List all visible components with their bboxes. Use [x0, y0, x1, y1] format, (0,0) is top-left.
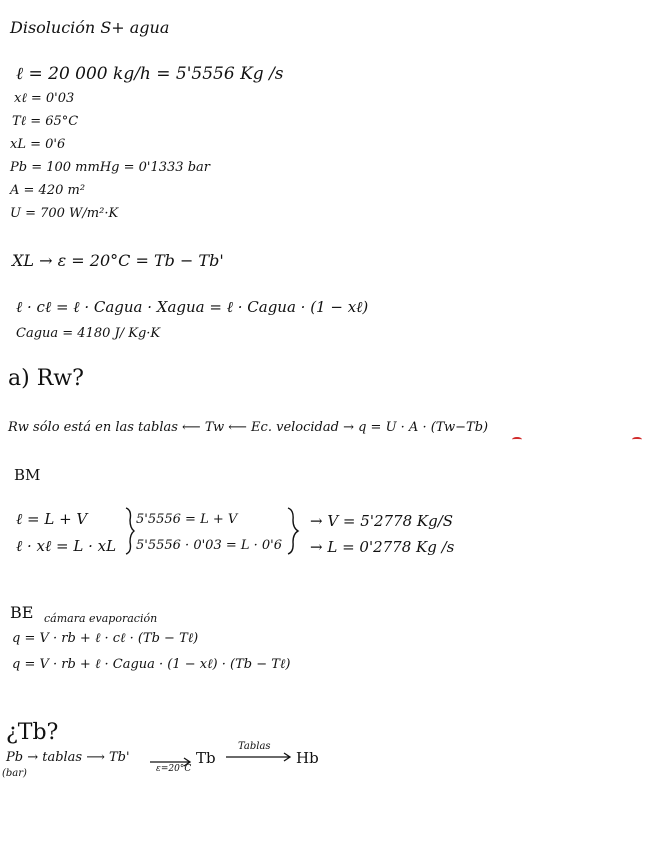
- bar-unit-note: (bar): [2, 768, 27, 779]
- tb-chain-arrow2-label: Tablas: [238, 741, 271, 752]
- section-a-heading: a) Rw?: [8, 366, 84, 391]
- given-product-concentration: xL = 0'6: [10, 137, 66, 152]
- bm-equation-2-left: ℓ · xℓ = L · xL: [16, 537, 117, 555]
- bm-heading: BM: [14, 466, 41, 484]
- heat-capacity-equation: ℓ · cℓ = ℓ · Cagua · Xagua = ℓ · Cagua · (1 − xℓ): [16, 298, 369, 316]
- rw-reasoning-line: Rw sólo está en las tablas ⟵ Tw ⟵ Ec. velocidad → q = U · A · (Tw−Tb): [8, 420, 489, 435]
- given-feed-flow: ℓ = 20 000 kg/h = 5'5556 Kg /s: [16, 64, 284, 84]
- bm-equation-1-mid: 5'5556 = L + V: [136, 512, 238, 527]
- tb-question-heading: ¿Tb?: [6, 720, 59, 745]
- given-coefficient: U = 700 W/m²·K: [10, 206, 119, 221]
- red-underline-tb: [632, 437, 642, 442]
- given-pressure: Pb = 100 mmHg = 0'1333 bar: [10, 160, 210, 175]
- bm-equation-2-mid: 5'5556 · 0'03 = L · 0'6: [136, 538, 283, 553]
- be-equation-1: q = V · rb + ℓ · cℓ · (Tb − Tℓ): [12, 631, 199, 646]
- given-feed-concentration: xℓ = 0'03: [14, 91, 75, 106]
- notes-title: Disolución S+ agua: [10, 18, 170, 37]
- be-equation-2: q = V · rb + ℓ · Cagua · (1 − xℓ) · (Tb − Tℓ): [12, 657, 291, 672]
- tb-chain-arrow-label: ε=20°C: [156, 764, 192, 774]
- tb-chain-end: Hb: [296, 749, 319, 767]
- ebullition-increase-line: XL → ε = 20°C = Tb − Tb': [12, 251, 224, 270]
- right-brace-bm: [288, 508, 298, 554]
- left-brace-bm: [126, 508, 134, 554]
- given-area: A = 420 m²: [10, 183, 86, 198]
- water-heat-capacity: Cagua = 4180 J/ Kg·K: [16, 326, 161, 341]
- bm-equation-1-left: ℓ = L + V: [16, 510, 88, 528]
- tb-chain-mid: Tb: [196, 749, 216, 767]
- arrow-tb-to-hb: [226, 753, 290, 761]
- be-heading: BE: [10, 603, 34, 622]
- be-subheading: cámara evaporación: [44, 612, 158, 625]
- given-feed-temperature: Tℓ = 65°C: [12, 114, 79, 129]
- tb-chain-start: Pb → tablas ⟶ Tb': [6, 750, 130, 765]
- bm-equation-1-result: → V = 5'2778 Kg/S: [310, 512, 454, 530]
- red-underline-q: [512, 437, 522, 442]
- bm-equation-2-result: → L = 0'2778 Kg /s: [310, 538, 455, 556]
